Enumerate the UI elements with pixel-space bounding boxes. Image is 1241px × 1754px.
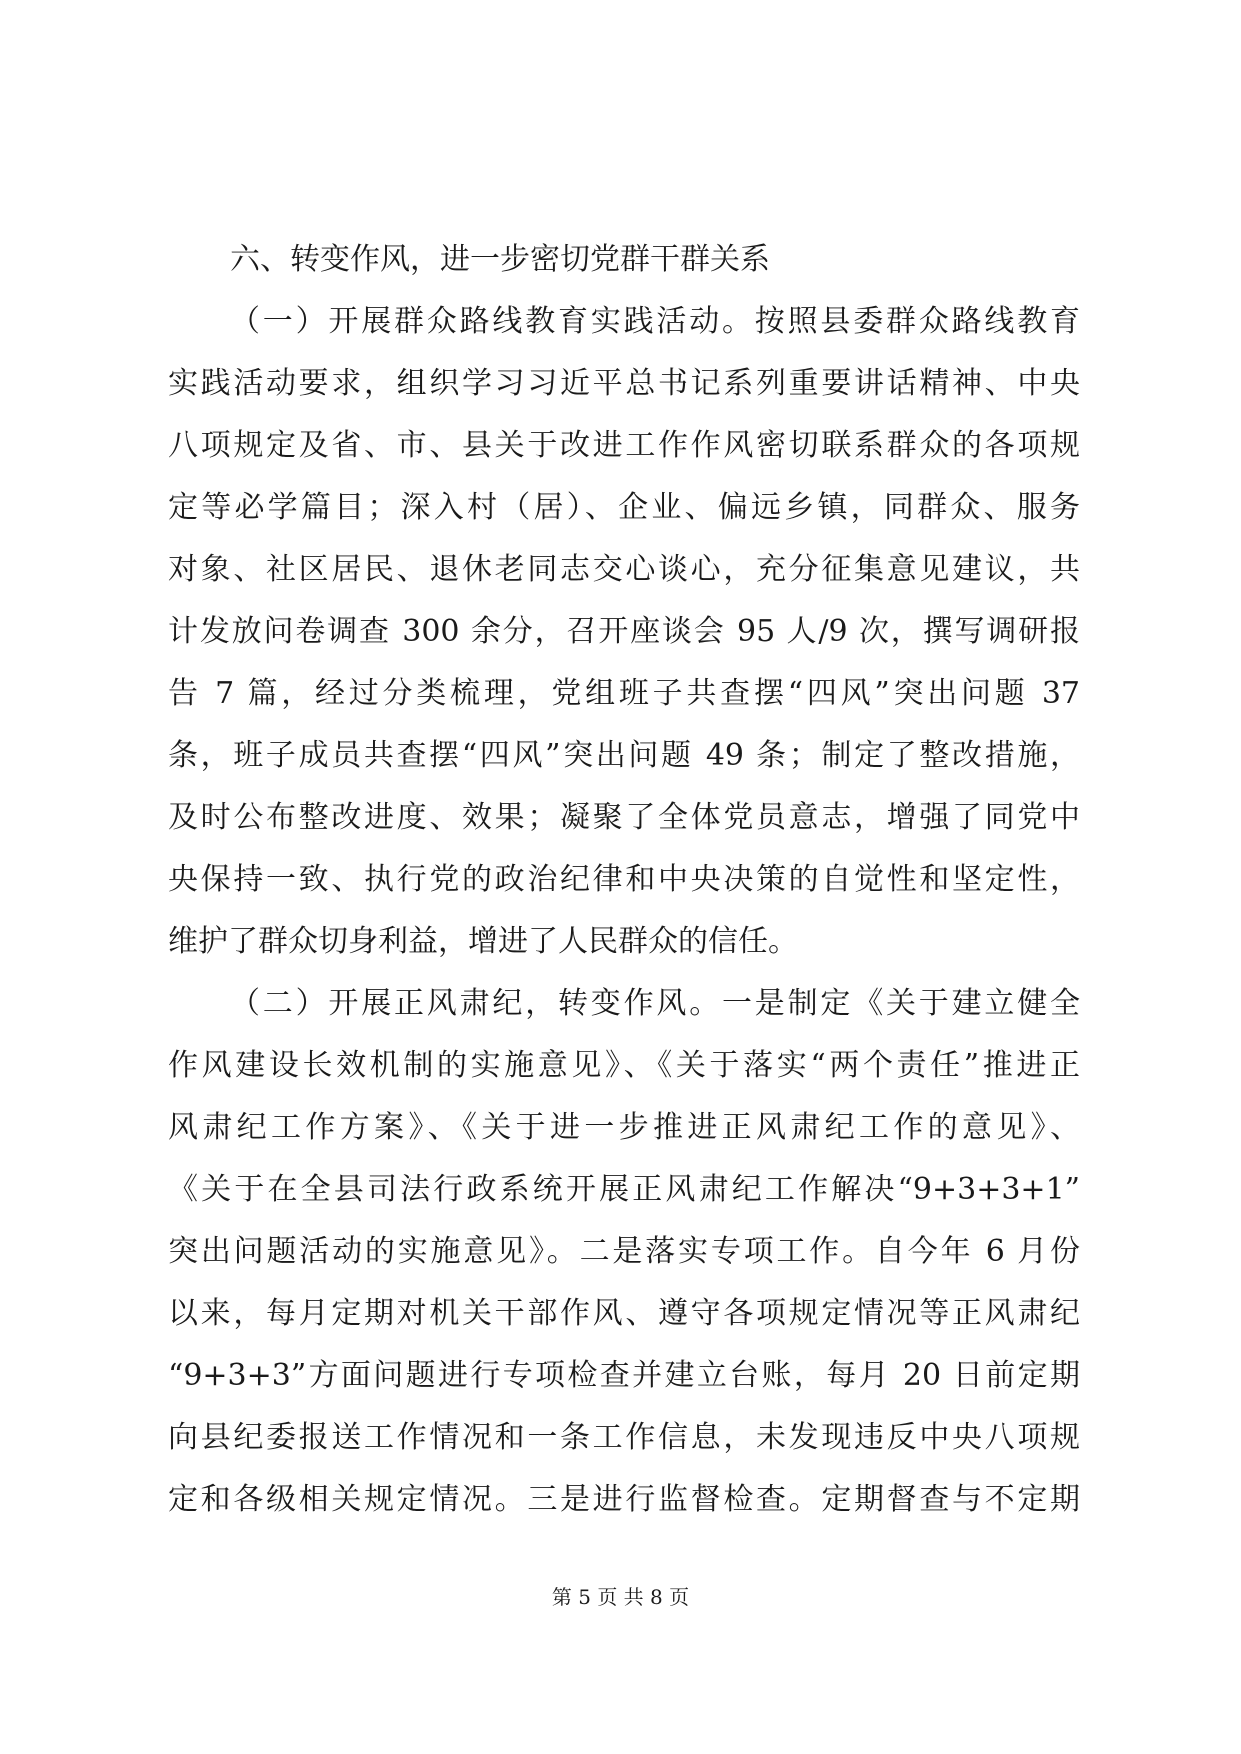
section-heading: 六、转变作风，进一步密切党群干群关系 [230, 242, 770, 277]
paragraph-line: 向县纪委报送工作情况和一条工作信息，未发现违反中央八项规 [168, 1420, 1080, 1455]
paragraph-line: 维护了群众切身利益，增进了人民群众的信任。 [168, 924, 798, 959]
paragraph-1 [168, 291, 1080, 973]
document-body [168, 229, 1080, 1531]
paragraph-line: 条，班子成员共查摆“四风”突出问题 49 条；制定了整改措施， [168, 738, 1080, 773]
paragraph-line: 以来，每月定期对机关干部作风、遵守各项规定情况等正风肃纪 [168, 1296, 1080, 1331]
paragraph-line: 计发放问卷调查 300 余分，召开座谈会 95 人/9 次，撰写调研报 [168, 614, 1080, 649]
paragraph-line: 央保持一致、执行党的政治纪律和中央决策的自觉性和坚定性， [168, 862, 1080, 897]
paragraph-line: 作风建设长效机制的实施意见》、《关于落实“两个责任”推进正 [168, 1048, 1080, 1083]
paragraph-line: 定等必学篇目；深入村（居）、企业、偏远乡镇，同群众、服务 [168, 490, 1080, 525]
paragraph-line: 对象、社区居民、退休老同志交心谈心，充分征集意见建议，共 [168, 552, 1080, 587]
paragraph-2 [168, 973, 1080, 1531]
paragraph-line: 及时公布整改进度、效果；凝聚了全体党员意志，增强了同党中 [168, 800, 1080, 835]
paragraph-line: 风肃纪工作方案》、《关于进一步推进正风肃纪工作的意见》、 [168, 1110, 1080, 1145]
paragraph-line: 告 7 篇，经过分类梳理，党组班子共查摆“四风”突出问题 37 [168, 676, 1080, 711]
paragraph-line: 实践活动要求，组织学习习近平总书记系列重要讲话精神、中央 [168, 366, 1080, 401]
page-number-footer: 第 5 页 共 8 页 [551, 1585, 690, 1609]
paragraph-line: “9+3+3”方面问题进行专项检查并建立台账，每月 20 日前定期 [168, 1358, 1080, 1393]
paragraph-line: （一）开展群众路线教育实践活动。按照县委群众路线教育 [230, 304, 1080, 339]
paragraph-line: 突出问题活动的实施意见》。二是落实专项工作。自今年 6 月份 [168, 1234, 1080, 1269]
paragraph-line: （二）开展正风肃纪，转变作风。一是制定《关于建立健全 [230, 986, 1080, 1021]
paragraph-line: 《关于在全县司法行政系统开展正风肃纪工作解决“9+3+3+1” [168, 1172, 1080, 1207]
paragraph-line: 定和各级相关规定情况。三是进行监督检查。定期督查与不定期 [168, 1482, 1080, 1517]
paragraph-line: 八项规定及省、市、县关于改进工作作风密切联系群众的各项规 [168, 428, 1080, 463]
